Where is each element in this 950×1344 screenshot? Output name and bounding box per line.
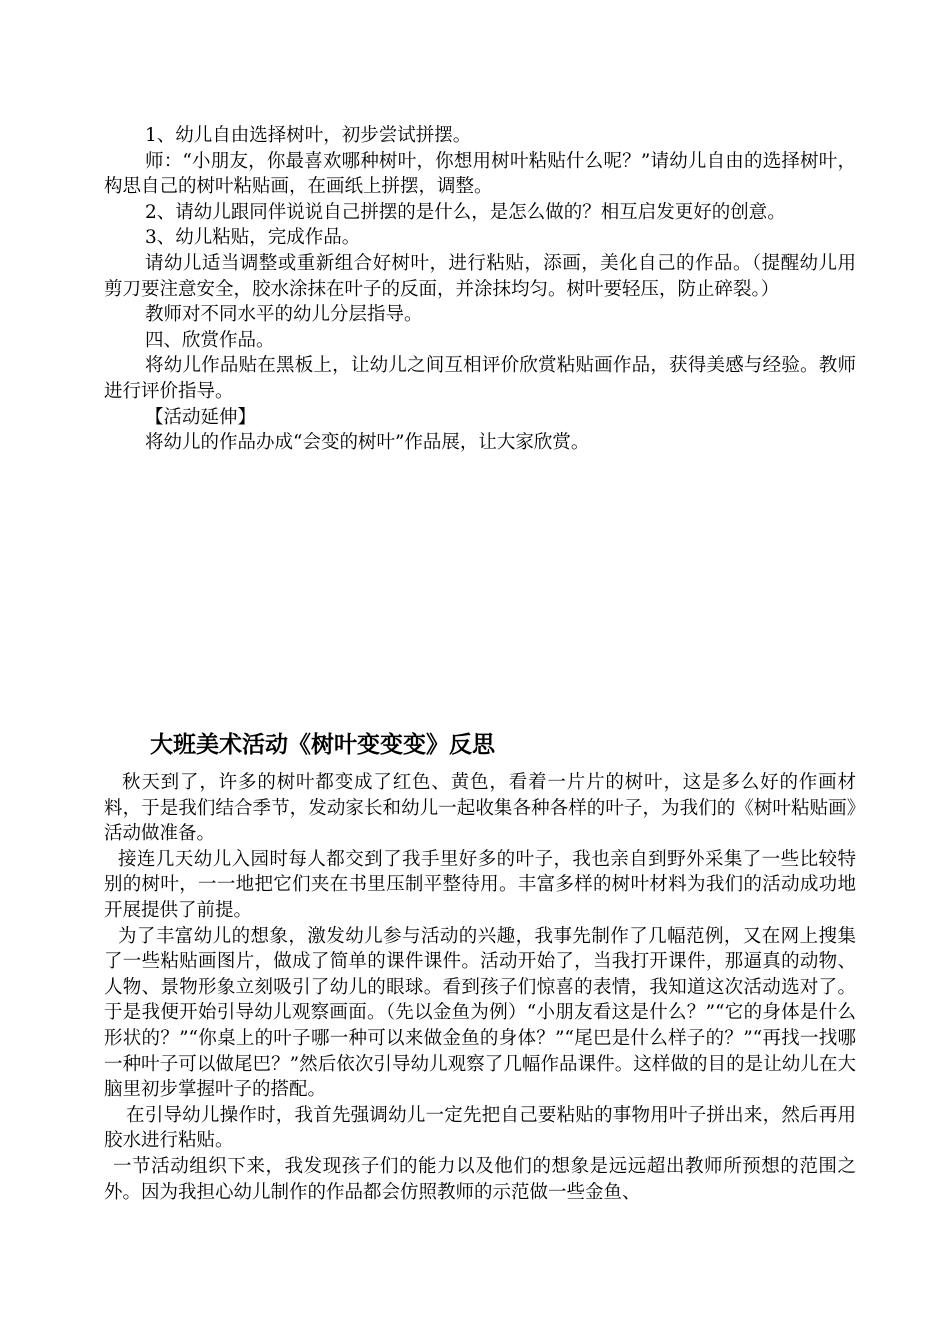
section-four-heading: 四、欣赏作品。 — [145, 329, 275, 351]
reflection-paragraph-2: 接连几天幼儿入园时每人都交到了我手里好多的叶子，我也亲自到野外采集了一些比较特别的树叶，一一地把它们夹在书里压制平整待用。丰富多样的树叶材料为我们的活动成功地开展提供了前提。 — [104, 848, 856, 921]
step-3-paragraph: 3、幼儿粘贴，完成作品。 — [145, 227, 361, 249]
step-1-paragraph: 1、幼儿自由选择树叶，初步尝试拼摆。 — [145, 125, 472, 146]
reflection-paragraph-4: 在引导幼儿操作时，我首先强调幼儿一定先把自己要粘贴的事物用叶子拼出来，然后再用胶水进行粘贴。 — [104, 1104, 856, 1152]
paste-instructions-paragraph: 请幼儿适当调整或重新组合好树叶，进行粘贴，添画，美化自己的作品。（提醒幼儿用剪刀要注意安全，胶水涂抹在叶子的反面，并涂抹均匀。树叶要轻压，防止碎裂。） — [104, 252, 856, 300]
reflection-paragraph-5: 一节活动组织下来，我发现孩子们的能力以及他们的想象是远远超出教师所预想的范围之外。因为我担心幼儿制作的作品都会仿照教师的示范做一些金鱼、 — [104, 1155, 856, 1203]
reflection-title: 大班美术活动《树叶变变变》反思 — [150, 732, 495, 758]
reflection-paragraph-1: 秋天到了，许多的树叶都变成了红色、黄色，看着一片片的树叶，这是多么好的作画材料，于是我们结合季节，发动家长和幼儿一起收集各种各样的叶子，为我们的《树叶粘贴画》活动做准备。 — [104, 772, 856, 845]
layered-guidance-paragraph: 教师对不同水平的幼儿分层指导。 — [145, 304, 423, 326]
teacher-question-paragraph: 师：“小朋友，你最喜欢哪种树叶，你想用树叶粘贴什么呢？”请幼儿自由的选择树叶，构思自己的树叶粘贴画，在画纸上拼摆，调整。 — [104, 150, 856, 198]
step-2-paragraph: 2、请幼儿跟同伴说说自己拼摆的是什么，是怎么做的？相互启发更好的创意。 — [145, 201, 786, 223]
reflection-paragraph-3: 为了丰富幼儿的想象，激发幼儿参与活动的兴趣，我事先制作了几幅范例，又在网上搜集了一些粘贴画图片，做成了简单的课件课件。活动开始了，当我打开课件，那逼真的动物、人物、景物形象立刻吸引了幼儿的眼球。看到孩子们惊喜的表情，我知道这次活动选对了。于是我便开始引导幼儿观察画面。（先以金鱼为例）“小朋友看这是什么？”“它的身体是什么形状的？”“你桌上的叶子哪一种可以来做金鱼的身体？”“尾巴是什么样子的？”“再找一找哪一种叶子可以做尾巴？”然后依次引导幼儿观察了几幅作品课件。这样做的目的是让幼儿在大脑里初步掌握叶子的搭配。 — [104, 925, 856, 1101]
reflection-section — [104, 770, 856, 1205]
appreciation-paragraph: 将幼儿作品贴在黑板上，让幼儿之间互相评价欣赏粘贴画作品，获得美感与经验。教师进行评价指导。 — [104, 355, 856, 402]
extension-paragraph: 将幼儿的作品办成“会变的树叶”作品展，让大家欣赏。 — [145, 432, 590, 454]
activity-steps-section — [104, 123, 856, 456]
extension-heading: 【活动延伸】 — [145, 406, 257, 428]
